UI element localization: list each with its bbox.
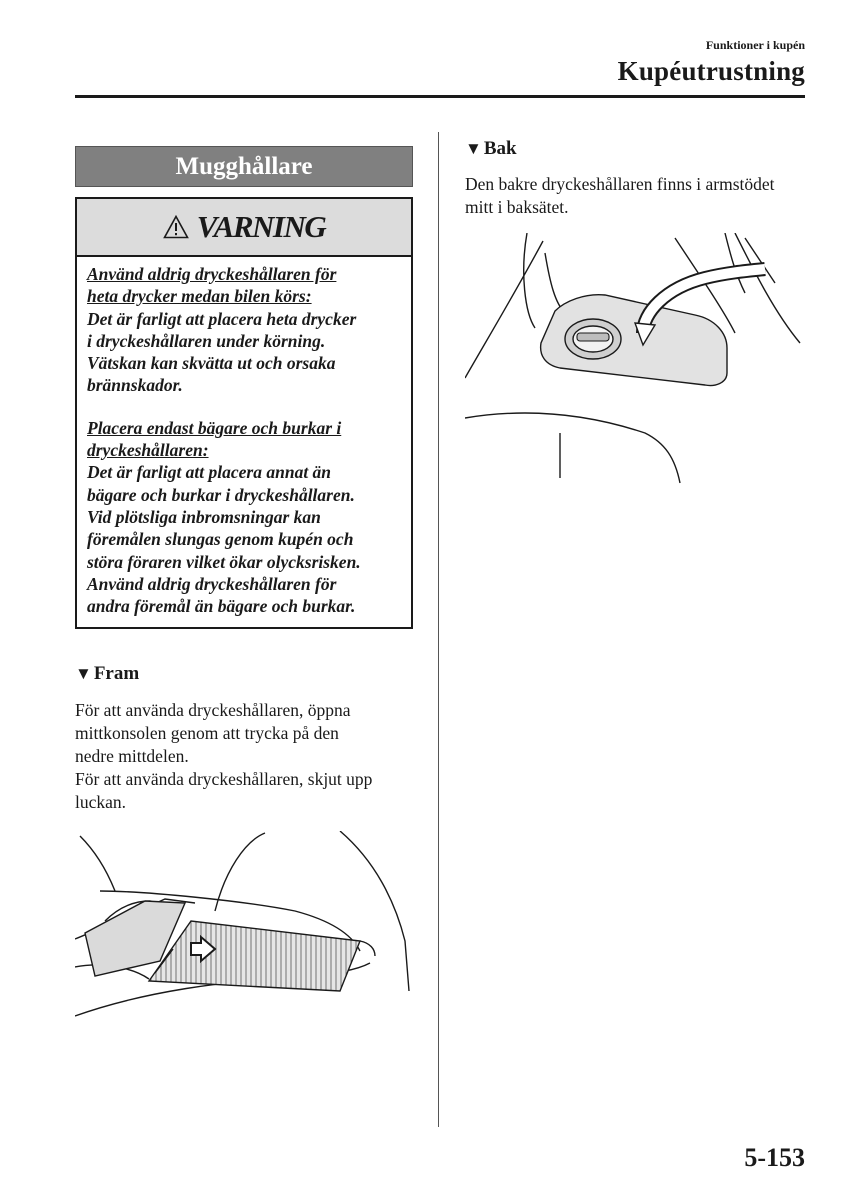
warning-text-1-line-2: i dryckeshållaren under körning. bbox=[87, 330, 326, 351]
front-cup-holder-illustration bbox=[75, 831, 413, 1031]
fram-line-3: nedre mittdelen. bbox=[75, 746, 189, 767]
bak-heading-label: Bak bbox=[483, 138, 517, 159]
warning-text-2-line-1: Det är farligt att placera annat än bbox=[87, 462, 332, 483]
section-title: Mugghållare bbox=[75, 146, 413, 187]
header-rule bbox=[75, 95, 805, 98]
fram-line-2: mittkonsolen genom att trycka på den bbox=[75, 723, 339, 744]
warning-header bbox=[77, 199, 411, 257]
column-divider bbox=[438, 132, 439, 1127]
warning-text-1-line-4: brännskador. bbox=[87, 375, 183, 396]
fram-paragraph bbox=[75, 699, 413, 813]
fram-heading-label: Fram bbox=[93, 663, 140, 685]
warning-heading-1-line-1: Använd aldrig dryckeshållaren för bbox=[87, 264, 337, 284]
rear-cup-holder-illustration bbox=[465, 233, 805, 488]
fram-line-1: För att använda dryckeshållaren, öppna bbox=[75, 700, 351, 721]
warning-text-1-line-1: Det är farligt att placera heta drycker bbox=[87, 308, 357, 329]
fram-line-5: luckan. bbox=[75, 791, 127, 812]
bak-heading bbox=[465, 138, 810, 160]
page-number: 5-153 bbox=[744, 1143, 805, 1172]
bak-paragraph bbox=[465, 173, 810, 219]
warning-heading-2-line-1: Placera endast bägare och burkar i bbox=[87, 417, 342, 438]
warning-text-2-line-3: Vid plötsliga inbromsningar kan bbox=[87, 506, 321, 527]
left-column bbox=[75, 146, 413, 1031]
section-label: Funktioner i kupén bbox=[705, 38, 805, 52]
chapter-title: Kupéutrustning bbox=[617, 56, 805, 86]
warning-text-2-line-4: föremålen slungas genom kupén och bbox=[87, 529, 354, 550]
triangle-down-icon: ▼ bbox=[75, 664, 92, 684]
bak-line-1: Den bakre dryckeshållaren finns i armstödet bbox=[465, 174, 775, 194]
warning-text-2-line-6: Använd aldrig dryckeshållaren för bbox=[87, 573, 337, 594]
warning-text-2-line-2: bägare och burkar i dryckeshållaren. bbox=[87, 484, 355, 505]
fram-line-4: För att använda dryckeshållaren, skjut upp bbox=[75, 768, 373, 789]
warning-triangle-icon bbox=[163, 215, 189, 239]
triangle-down-icon: ▼ bbox=[465, 139, 482, 158]
warning-box bbox=[75, 197, 413, 629]
warning-text-2-line-7: andra föremål än bägare och burkar. bbox=[87, 596, 356, 617]
warning-title: VARNING bbox=[196, 209, 326, 244]
warning-heading-2-line-2: dryckeshållaren: bbox=[87, 440, 209, 461]
warning-body bbox=[77, 257, 411, 627]
warning-text-1-line-3: Vätskan kan skvätta ut och orsaka bbox=[87, 353, 336, 374]
bak-line-2: mitt i baksätet. bbox=[465, 196, 569, 217]
fram-heading bbox=[75, 663, 413, 685]
warning-heading-1-line-2: heta drycker medan bilen körs: bbox=[87, 286, 312, 307]
right-column bbox=[465, 138, 810, 488]
warning-text-2-line-5: störa föraren vilket ökar olycksrisken. bbox=[87, 551, 361, 572]
